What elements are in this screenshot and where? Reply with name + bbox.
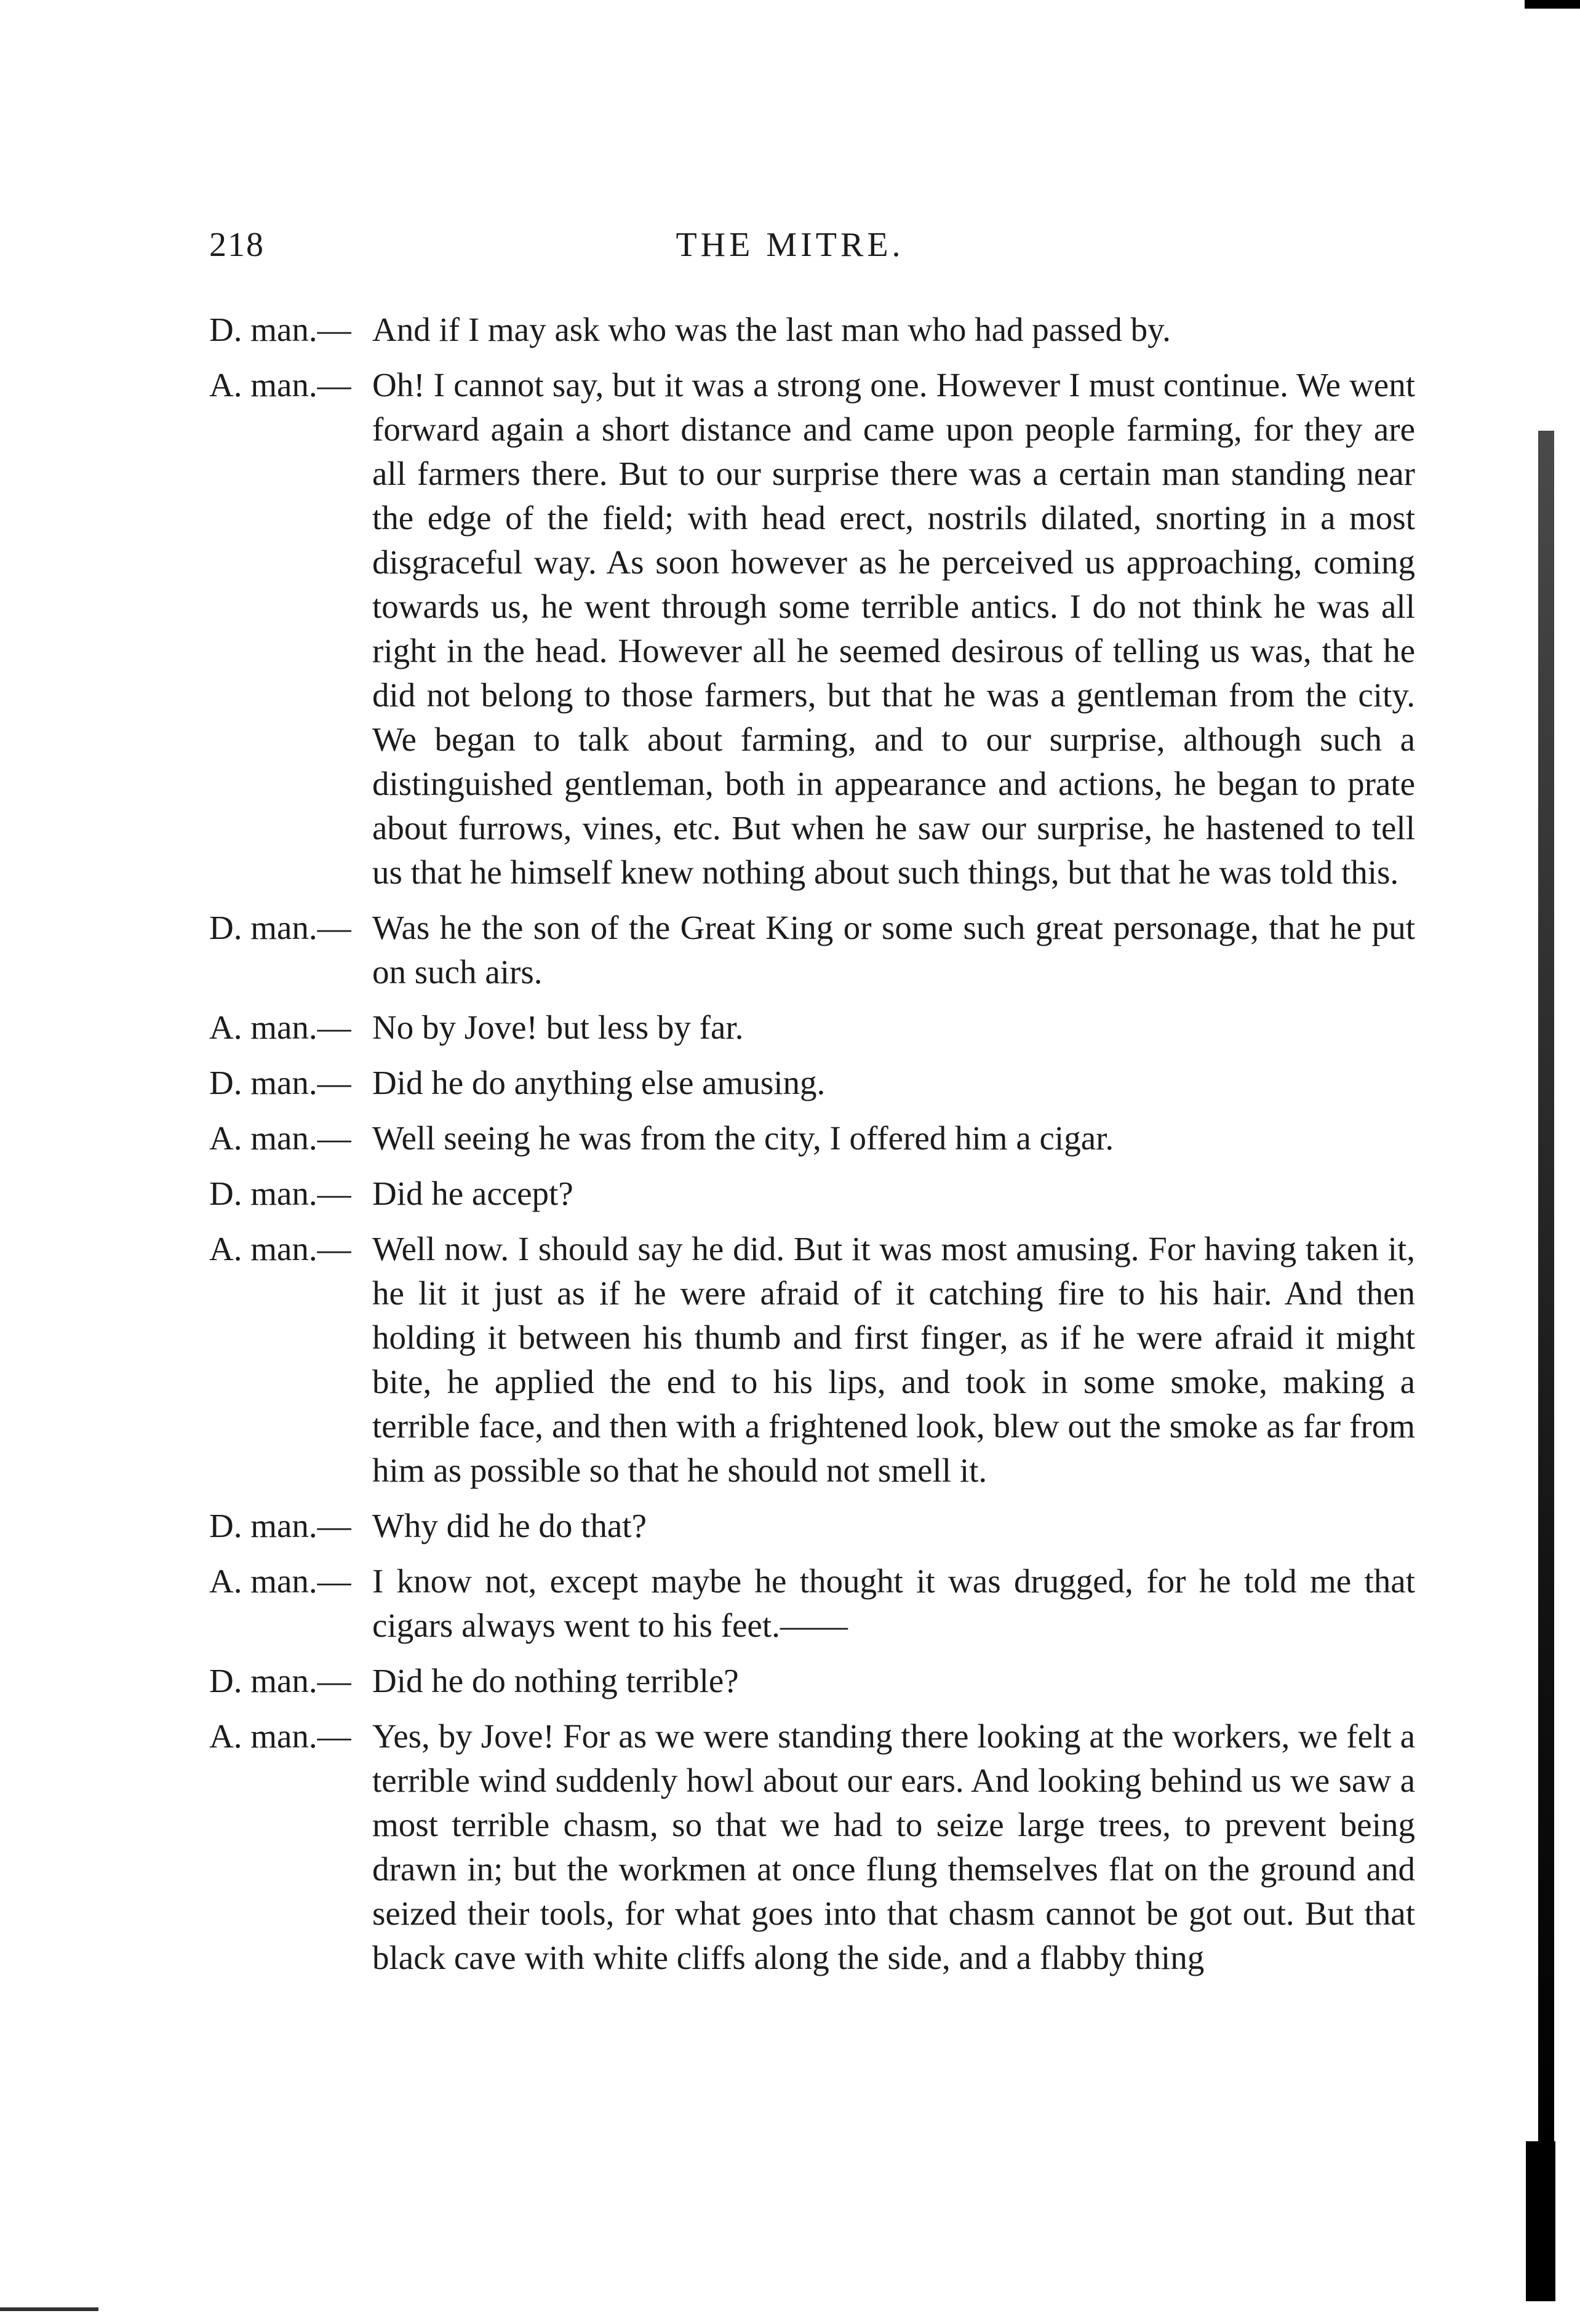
speaker-label: A. man.— <box>209 1717 351 1755</box>
speaker-label: D. man.— <box>209 1507 351 1544</box>
page-number: 218 <box>209 226 265 264</box>
dialogue-exchange <box>209 1559 1415 1648</box>
speaker-label: A. man.— <box>209 1119 351 1157</box>
speech-text: Well seeing he was from the city, I offered him a cigar. <box>372 1119 1114 1157</box>
dialogue-exchange <box>209 308 1415 352</box>
speaker-label: A. man.— <box>209 1230 351 1268</box>
speech-text: Why did he do that? <box>372 1507 647 1544</box>
running-title: THE MITRE. <box>676 226 904 264</box>
scan-edge-mark <box>1525 0 1580 9</box>
dialogue-exchange <box>209 1061 1415 1105</box>
bottom-edge-line <box>0 2307 98 2311</box>
speech-text: Yes, by Jove! For as we were standing there looking at the workers, we felt a terrible wind suddenly howl about our ears. And looking behind us we saw a most terrible chasm, so that we had to seize large trees, to prevent being drawn in; but the workmen at once flung themselves flat on the ground and seized their tools, for what goes into that chasm cannot be got out. But that black cave with white cliffs along the side, and a flabby thing <box>372 1717 1415 1976</box>
speech-text: Well now. I should say he did. But it was most amusing. For having taken it, he lit it just as if he were afraid of it catching fire to his hair. And then holding it between his thumb and first finger, as if he were afraid it might bite, he applied the end to his lips, and took in some smoke, making a terrible face, and then with a frightened look, blew out the smoke as far from him as possible so that he should not smell it. <box>372 1230 1415 1489</box>
speaker-label: A. man.— <box>209 1562 351 1600</box>
speaker-label: D. man.— <box>209 909 351 946</box>
dialogue-exchange <box>209 1227 1415 1493</box>
dialogue-exchange <box>209 1659 1415 1703</box>
dialogue-exchange <box>209 906 1415 994</box>
speech-text: Did he do nothing terrible? <box>372 1662 739 1699</box>
dialogue-exchange <box>209 1504 1415 1548</box>
speech-text: And if I may ask who was the last man who had passed by. <box>372 311 1171 348</box>
dialogue-exchange <box>209 1116 1415 1160</box>
speech-text: Oh! I cannot say, but it was a strong one. However I must continue. We went forward again a short distance and came upon people farming, for they are all farmers there. But to our surprise there was a certain man standing near the edge of the field; with head erect, nostrils dilated, snorting in a most disgraceful way. As soon however as he perceived us approaching, coming towards us, he went through some terrible antics. I do not think he was all right in the head. However all he seemed desirous of telling us was, that he did not belong to those farmers, but that he was a gentleman from the city. We began to talk about farming, and to our surprise, although such a distinguished gentleman, both in appearance and actions, he began to prate about furrows, vines, etc. But when he saw our surprise, he hastened to tell us that he himself knew nothing about such things, but that he was told this. <box>372 366 1415 891</box>
speaker-label: A. man.— <box>209 1008 351 1046</box>
speech-text: Did he do anything else amusing. <box>372 1064 826 1101</box>
speech-text: Did he accept? <box>372 1175 573 1212</box>
dialogue-exchange <box>209 363 1415 895</box>
speaker-label: D. man.— <box>209 1064 351 1101</box>
speaker-label: A. man.— <box>209 366 351 404</box>
dialogue-exchange <box>209 1714 1415 1980</box>
speech-text: Was he the son of the Great King or some such great personage, that he put on such airs. <box>372 909 1415 991</box>
binding-shadow-tail <box>1526 2141 1555 2301</box>
speaker-label: D. man.— <box>209 1662 351 1699</box>
dialogue-exchange <box>209 1005 1415 1050</box>
speaker-label: D. man.— <box>209 311 351 348</box>
speech-text: I know not, except maybe he thought it was drugged, for he told me that cigars always went to his feet.—— <box>372 1562 1415 1644</box>
dialogue-body <box>209 308 1415 1991</box>
dialogue-exchange <box>209 1172 1415 1216</box>
speaker-label: D. man.— <box>209 1175 351 1212</box>
binding-shadow <box>1538 431 1554 2141</box>
speech-text: No by Jove! but less by far. <box>372 1008 744 1046</box>
